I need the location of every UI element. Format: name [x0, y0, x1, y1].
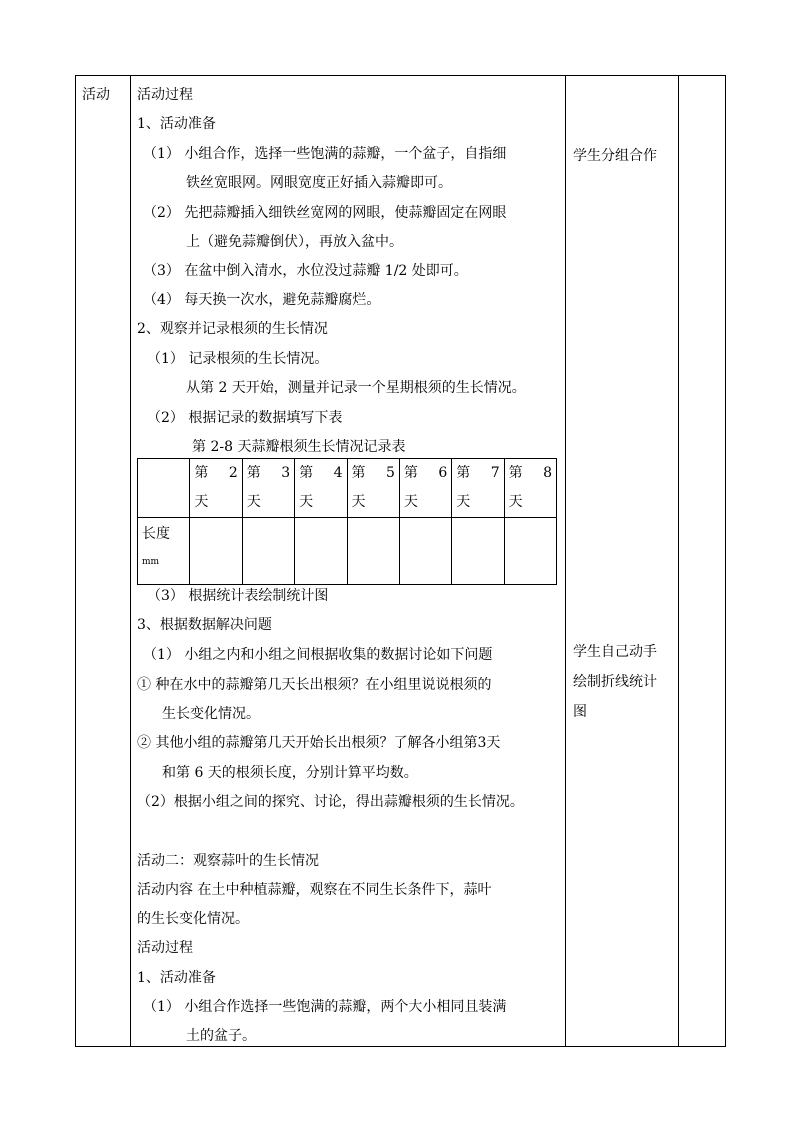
growth-record-table: [137, 458, 557, 585]
text-line: 和第 6 天的根须长度，分别计算平均数。: [162, 765, 418, 781]
table-row-label: 长度 mm: [138, 518, 190, 585]
text-line: 从第 2 天开始，测量并记录一个星期根须的生长情况。: [186, 380, 526, 396]
text-line: （4） 每天换一次水，避免蒜瓣腐烂。: [143, 292, 381, 308]
table-header-cell: 第 2 天: [190, 459, 242, 518]
table-header-cell: 第 4 天: [295, 459, 347, 518]
table-cell: [242, 518, 294, 585]
text-line: （3） 根据统计表绘制统计图: [147, 588, 329, 604]
text-line: 2、观察并记录根须的生长情况: [137, 321, 328, 337]
table-cell: [399, 518, 451, 585]
side-note: 学生自己动手: [573, 644, 657, 660]
text-line: （2） 根据记录的数据填写下表: [147, 410, 343, 426]
side-note: 学生分组合作: [573, 148, 657, 164]
text-line: （1） 小组合作，选择一些饱满的蒜瓣，一个盆子，自指细: [143, 146, 507, 162]
text-line: 的生长变化情况。: [137, 911, 249, 927]
text-line: ② 其他小组的蒜瓣第几天开始长出根须？了解各小组第3天: [137, 735, 501, 751]
text-line: 铁丝宽眼网。网眼宽度正好插入蒜瓣即可。: [186, 175, 452, 191]
column-divider: [565, 75, 566, 1047]
text-line: （1） 小组之内和小组之间根据收集的数据讨论如下问题: [143, 647, 493, 663]
table-cell: [190, 518, 242, 585]
table-header-cell: 第 3 天: [242, 459, 294, 518]
table-cell: [452, 518, 504, 585]
side-note: 图: [573, 704, 587, 720]
text-line: 1、活动准备: [137, 970, 216, 986]
column-divider: [130, 75, 131, 1047]
table-header-cell: 第 7 天: [452, 459, 504, 518]
left-column-label: 活动: [82, 87, 110, 103]
text-line: 上（避免蒜瓣倒伏），再放入盆中。: [186, 234, 403, 250]
table-header-cell: 第 6 天: [399, 459, 451, 518]
text-line: （2）根据小组之间的探究、讨论，得出蒜瓣根须的生长情况。: [137, 794, 524, 810]
text-line: ① 种在水中的蒜瓣第几天长出根须？在小组里说说根须的: [137, 677, 492, 693]
text-line: （1） 小组合作选择一些饱满的蒜瓣，两个大小相同且装满: [143, 999, 507, 1015]
table-header-cell: 第 5 天: [347, 459, 399, 518]
side-note: 绘制折线统计: [573, 674, 657, 690]
text-line: 生长变化情况。: [162, 706, 260, 722]
text-line: （1） 记录根须的生长情况。: [147, 351, 329, 367]
table-cell: [347, 518, 399, 585]
table-cell: [295, 518, 347, 585]
section-heading: 活动二：观察蒜叶的生长情况: [137, 853, 319, 869]
table-caption: 第 2-8 天蒜瓣根须生长情况记录表: [192, 439, 406, 455]
text-line: 活动过程: [137, 940, 193, 956]
text-line: 活动内容 在土中种植蒜瓣，观察在不同生长条件下，蒜叶: [137, 882, 492, 898]
table-cell: [504, 518, 556, 585]
column-divider: [678, 75, 679, 1047]
text-line: （3） 在盆中倒入清水，水位没过蒜瓣 1/2 处即可。: [143, 263, 468, 279]
text-line: 活动过程: [137, 87, 193, 103]
text-line: 1、活动准备: [137, 116, 216, 132]
table-header-cell: 第 8 天: [504, 459, 556, 518]
text-line: 土的盆子。: [186, 1028, 256, 1044]
table-corner-cell: [138, 459, 190, 518]
text-line: 3、根据数据解决问题: [137, 617, 272, 633]
text-line: （2） 先把蒜瓣插入细铁丝宽网的网眼，使蒜瓣固定在网眼: [143, 205, 507, 221]
